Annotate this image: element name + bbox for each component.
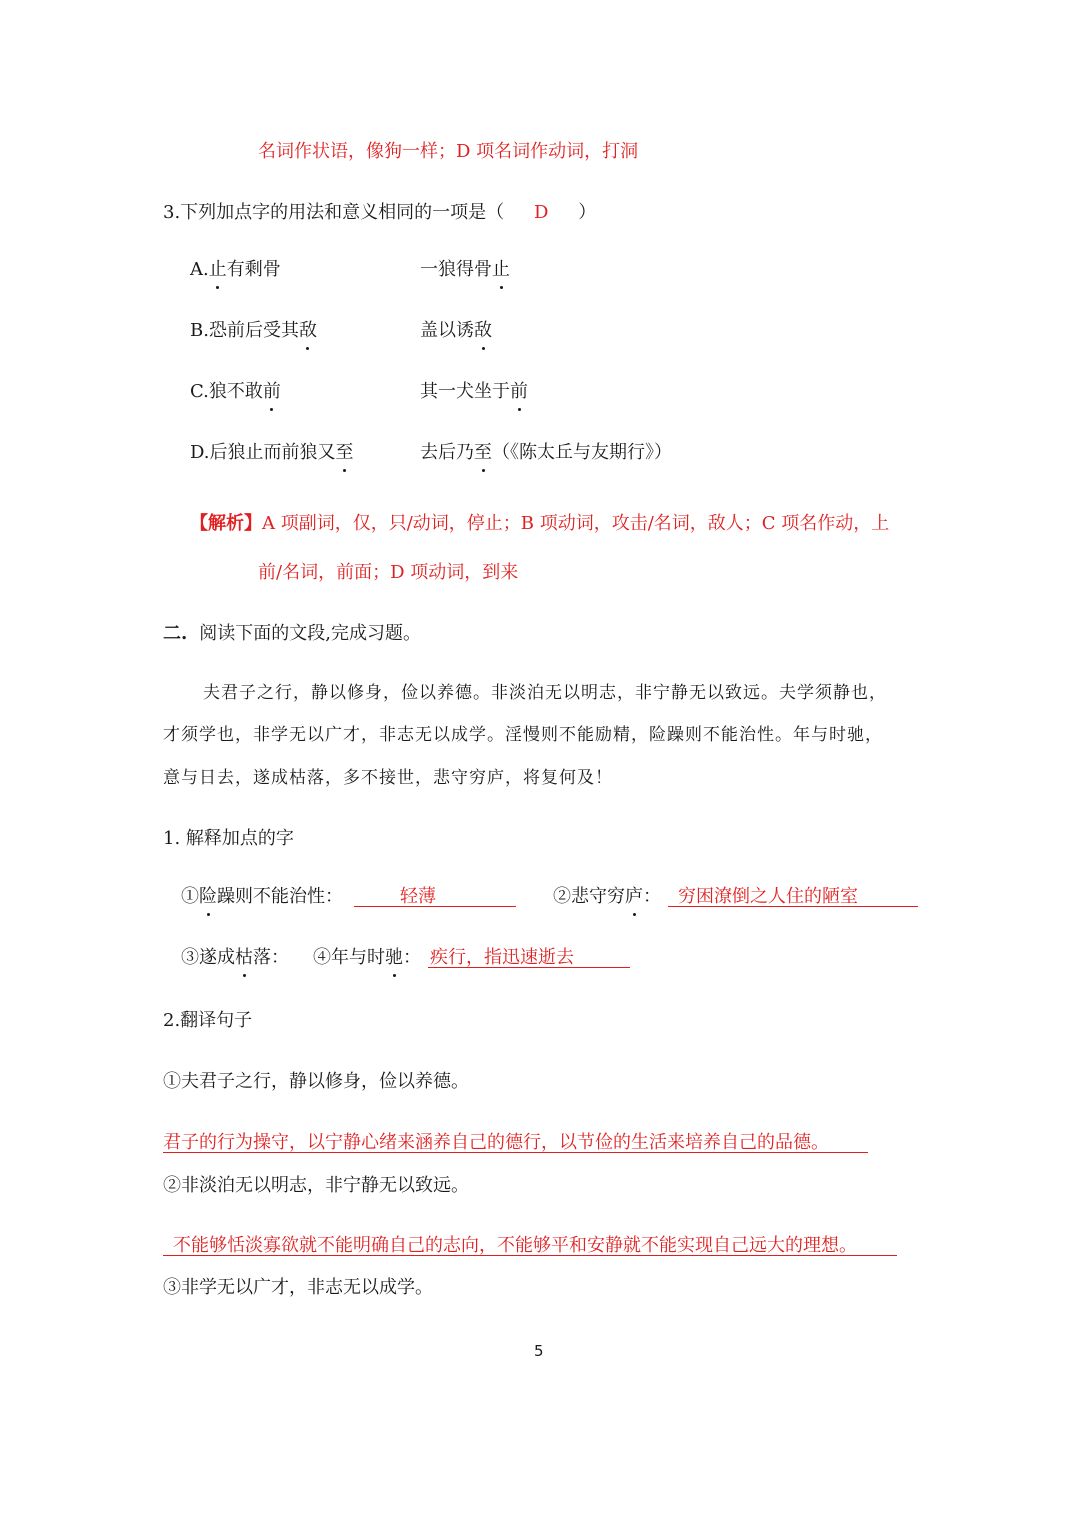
task-1-item-2: ②悲守穷庐： (553, 886, 661, 907)
option-b-left: B.恐前后受其敌 (190, 320, 317, 341)
analysis-line-1: 【解析】A 项副词，仅，只/动词，停止；B 项动词，攻击/名词，敌人；C 项名作动，上 (190, 513, 890, 534)
option-a-left: A.止有剩骨 (190, 259, 281, 280)
translate-answer-1: 君子的行为操守，以宁静心绪来涵养自己的德行，以节俭的生活来培养自己的品德。 (163, 1132, 829, 1153)
previous-analysis-note: 名词作状语，像狗一样；D 项名词作动词，打洞 (258, 141, 639, 162)
question-3-answer: D (533, 202, 549, 223)
task-2-title: 2.翻译句子 (163, 1010, 253, 1031)
translate-answer-line-2 (163, 1255, 897, 1256)
translate-answer-line-1 (163, 1152, 868, 1153)
answer-4: 疾行，指迅速逝去 (430, 947, 574, 968)
question-3-text: 3.下列加点字的用法和意义相同的一项是（ (163, 202, 505, 223)
section-2-heading: 二. 阅读下面的文段,完成习题。 (163, 623, 422, 644)
task-1-item-3: ③遂成枯落： (181, 947, 289, 968)
option-c-left: C.狼不敢前 (190, 381, 281, 402)
option-c-right: 其一犬坐于前 (420, 381, 528, 402)
task-1-title: 1. 解释加点的字 (163, 828, 294, 849)
option-d-right: 去后乃至（《陈太丘与友期行》） (420, 442, 672, 463)
task-1-item-1: ①险躁则不能治性： (181, 886, 343, 907)
translate-answer-2: 不能够恬淡寡欲就不能明确自己的志向，不能够平和安静就不能实现自己远大的理想。 (173, 1235, 857, 1256)
passage-line-1: 夫君子之行，静以修身，俭以养德。非淡泊无以明志，非宁静无以致远。夫学须静也， (203, 683, 887, 703)
task-1-item-4: ④年与时驰： (313, 947, 421, 968)
page-number: 5 (534, 1342, 544, 1360)
option-d-left: D.后狼止而前狼又至 (190, 442, 354, 463)
analysis-line-2: 前/名词，前面；D 项动词，到来 (258, 562, 519, 583)
analysis-label: 【解析】 (190, 513, 262, 534)
translate-question-1: ①夫君子之行，静以修身，俭以养德。 (163, 1071, 469, 1092)
question-3-close: ） (578, 202, 597, 223)
answer-2: 穷困潦倒之人住的陋室 (678, 886, 858, 907)
passage-line-2: 才须学也，非学无以广才，非志无以成学。淫慢则不能励精，险躁则不能治性。年与时驰， (163, 725, 883, 745)
option-b-right: 盖以诱敌 (420, 320, 492, 341)
translate-question-2: ②非淡泊无以明志，非宁静无以致远。 (163, 1175, 469, 1196)
question-3-stem (163, 204, 596, 222)
option-a-right: 一狼得骨止 (420, 259, 510, 280)
translate-question-3: ③非学无以广才，非志无以成学。 (163, 1277, 433, 1298)
passage-line-3: 意与日去，遂成枯落，多不接世，悲守穷庐，将复何及！ (163, 768, 613, 788)
answer-1: 轻薄 (400, 886, 436, 907)
